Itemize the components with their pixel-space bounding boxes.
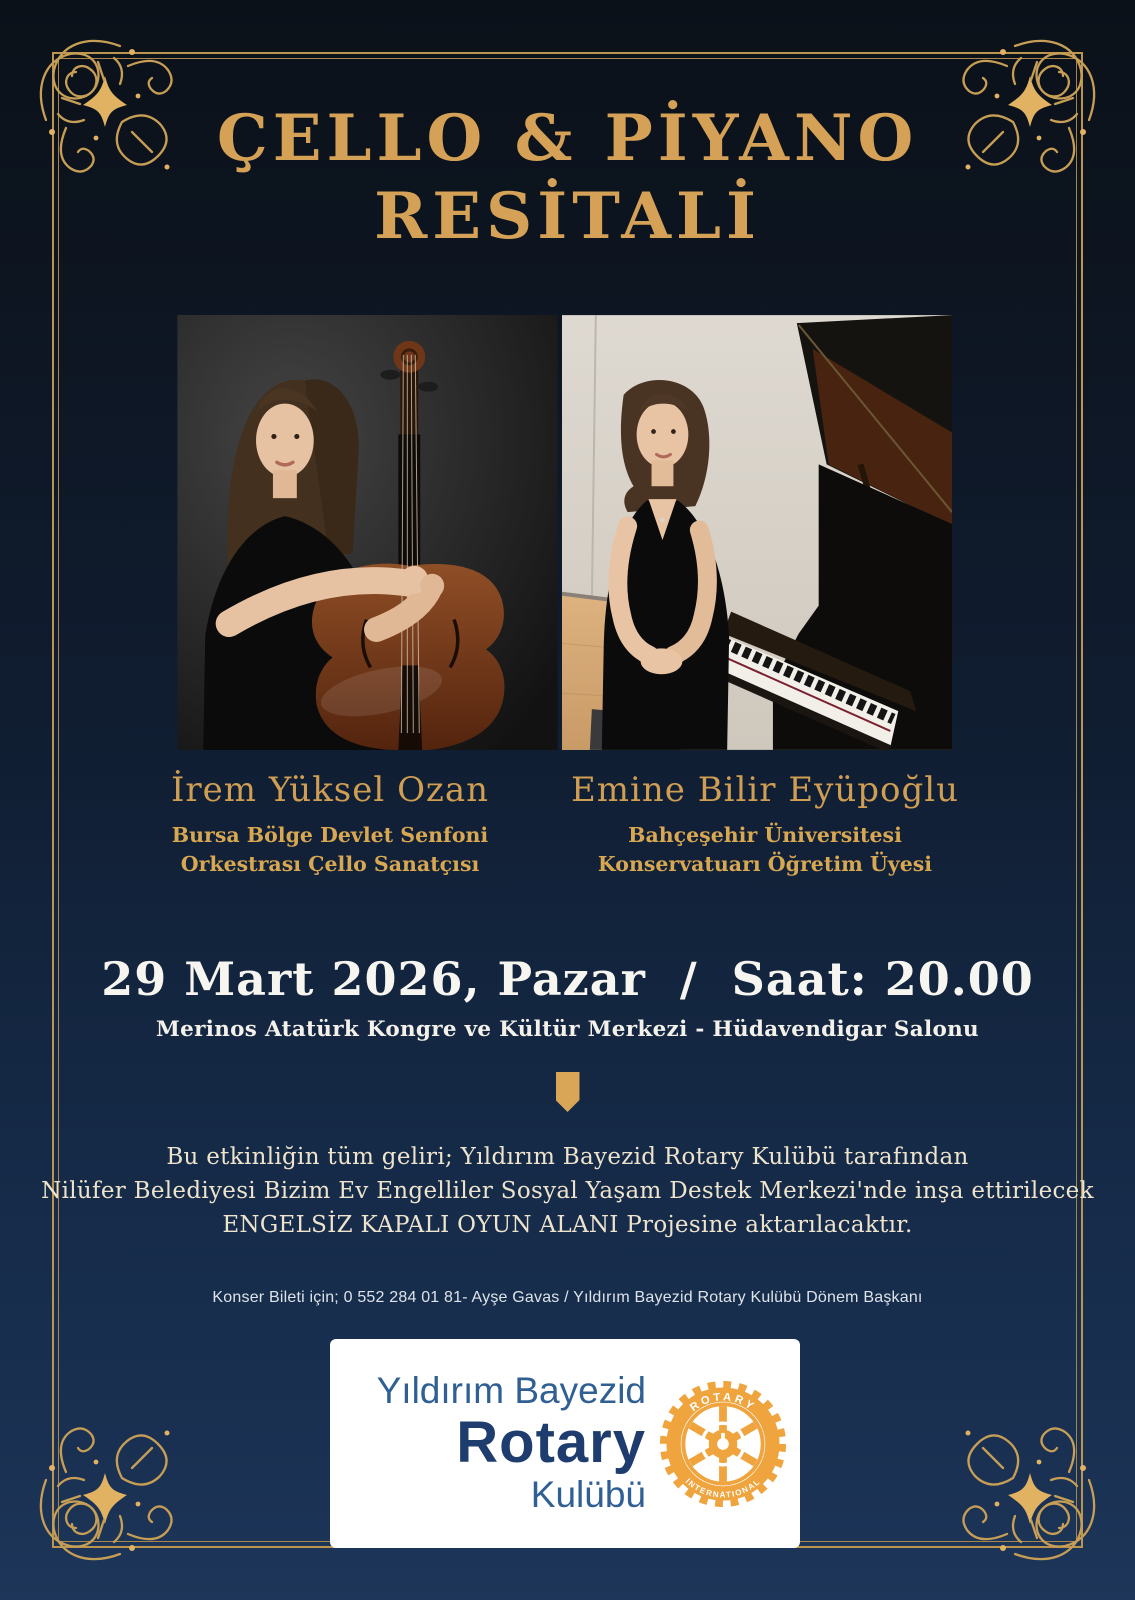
poster-title	[0, 100, 1135, 256]
club-name-line: Yıldırım Bayezid	[376, 1370, 646, 1412]
title-line-1: ÇELLO & PİYANO	[216, 101, 919, 176]
rotary-gear-wheel-icon	[658, 1379, 788, 1509]
rotary-club-logo	[330, 1339, 800, 1548]
donation-line-1: Bu etkinliğin tüm geliri; Yıldırım Bayezid Rotary Kulübü tarafından	[166, 1144, 969, 1170]
performer-block-pianist	[530, 770, 1000, 879]
performer-role-line: Bahçeşehir Üniversitesi	[628, 823, 902, 847]
title-line-2: RESİTALİ	[374, 179, 761, 255]
rotary-club-logo-text	[330, 1372, 658, 1515]
wheel-text-top: ROTARY	[688, 1390, 758, 1414]
performer-block-cellist	[130, 770, 530, 879]
performer-name: İrem Yüksel Ozan	[170, 770, 490, 810]
ticket-contact-info: Konser Bileti için; 0 552 284 01 81- Ayşe Gavas / Yıldırım Bayezid Rotary Kulübü Dönem Başkanı	[212, 1289, 923, 1306]
donation-note	[0, 1140, 1135, 1242]
performer-role-line: Konservatuarı Öğretim Üyesi	[597, 852, 933, 876]
floral-flourish-ornament-icon	[34, 1416, 184, 1566]
pianist-photo	[562, 315, 952, 750]
wheel-text-bottom: INTERNATIONAL	[683, 1476, 763, 1500]
performer-name: Emine Bilir Eyüpoğlu	[570, 770, 960, 810]
club-name-line: Kulübü	[530, 1473, 646, 1515]
event-datetime: 29 Mart 2026, Pazar / Saat: 20.00	[101, 952, 1034, 1006]
performer-role-line: Orkestrası Çello Sanatçısı	[180, 852, 480, 876]
club-name-line: Rotary	[456, 1410, 646, 1476]
event-venue: Merinos Atatürk Kongre ve Kültür Merkezi - Hüdavendigar Salonu	[156, 1017, 979, 1042]
donation-line-2: Nilüfer Belediyesi Bizim Ev Engelliler Sosyal Yaşam Destek Merkezi'nde inşa ettirilecek	[41, 1178, 1094, 1204]
donation-line-3: ENGELSİZ KAPALI OYUN ALANI Projesine aktarılacaktır.	[222, 1212, 913, 1238]
performer-photos	[173, 315, 952, 750]
cellist-photo	[173, 315, 562, 750]
performer-role-line: Bursa Bölge Devlet Senfoni	[171, 823, 489, 847]
floral-flourish-ornament-icon	[951, 1416, 1101, 1566]
